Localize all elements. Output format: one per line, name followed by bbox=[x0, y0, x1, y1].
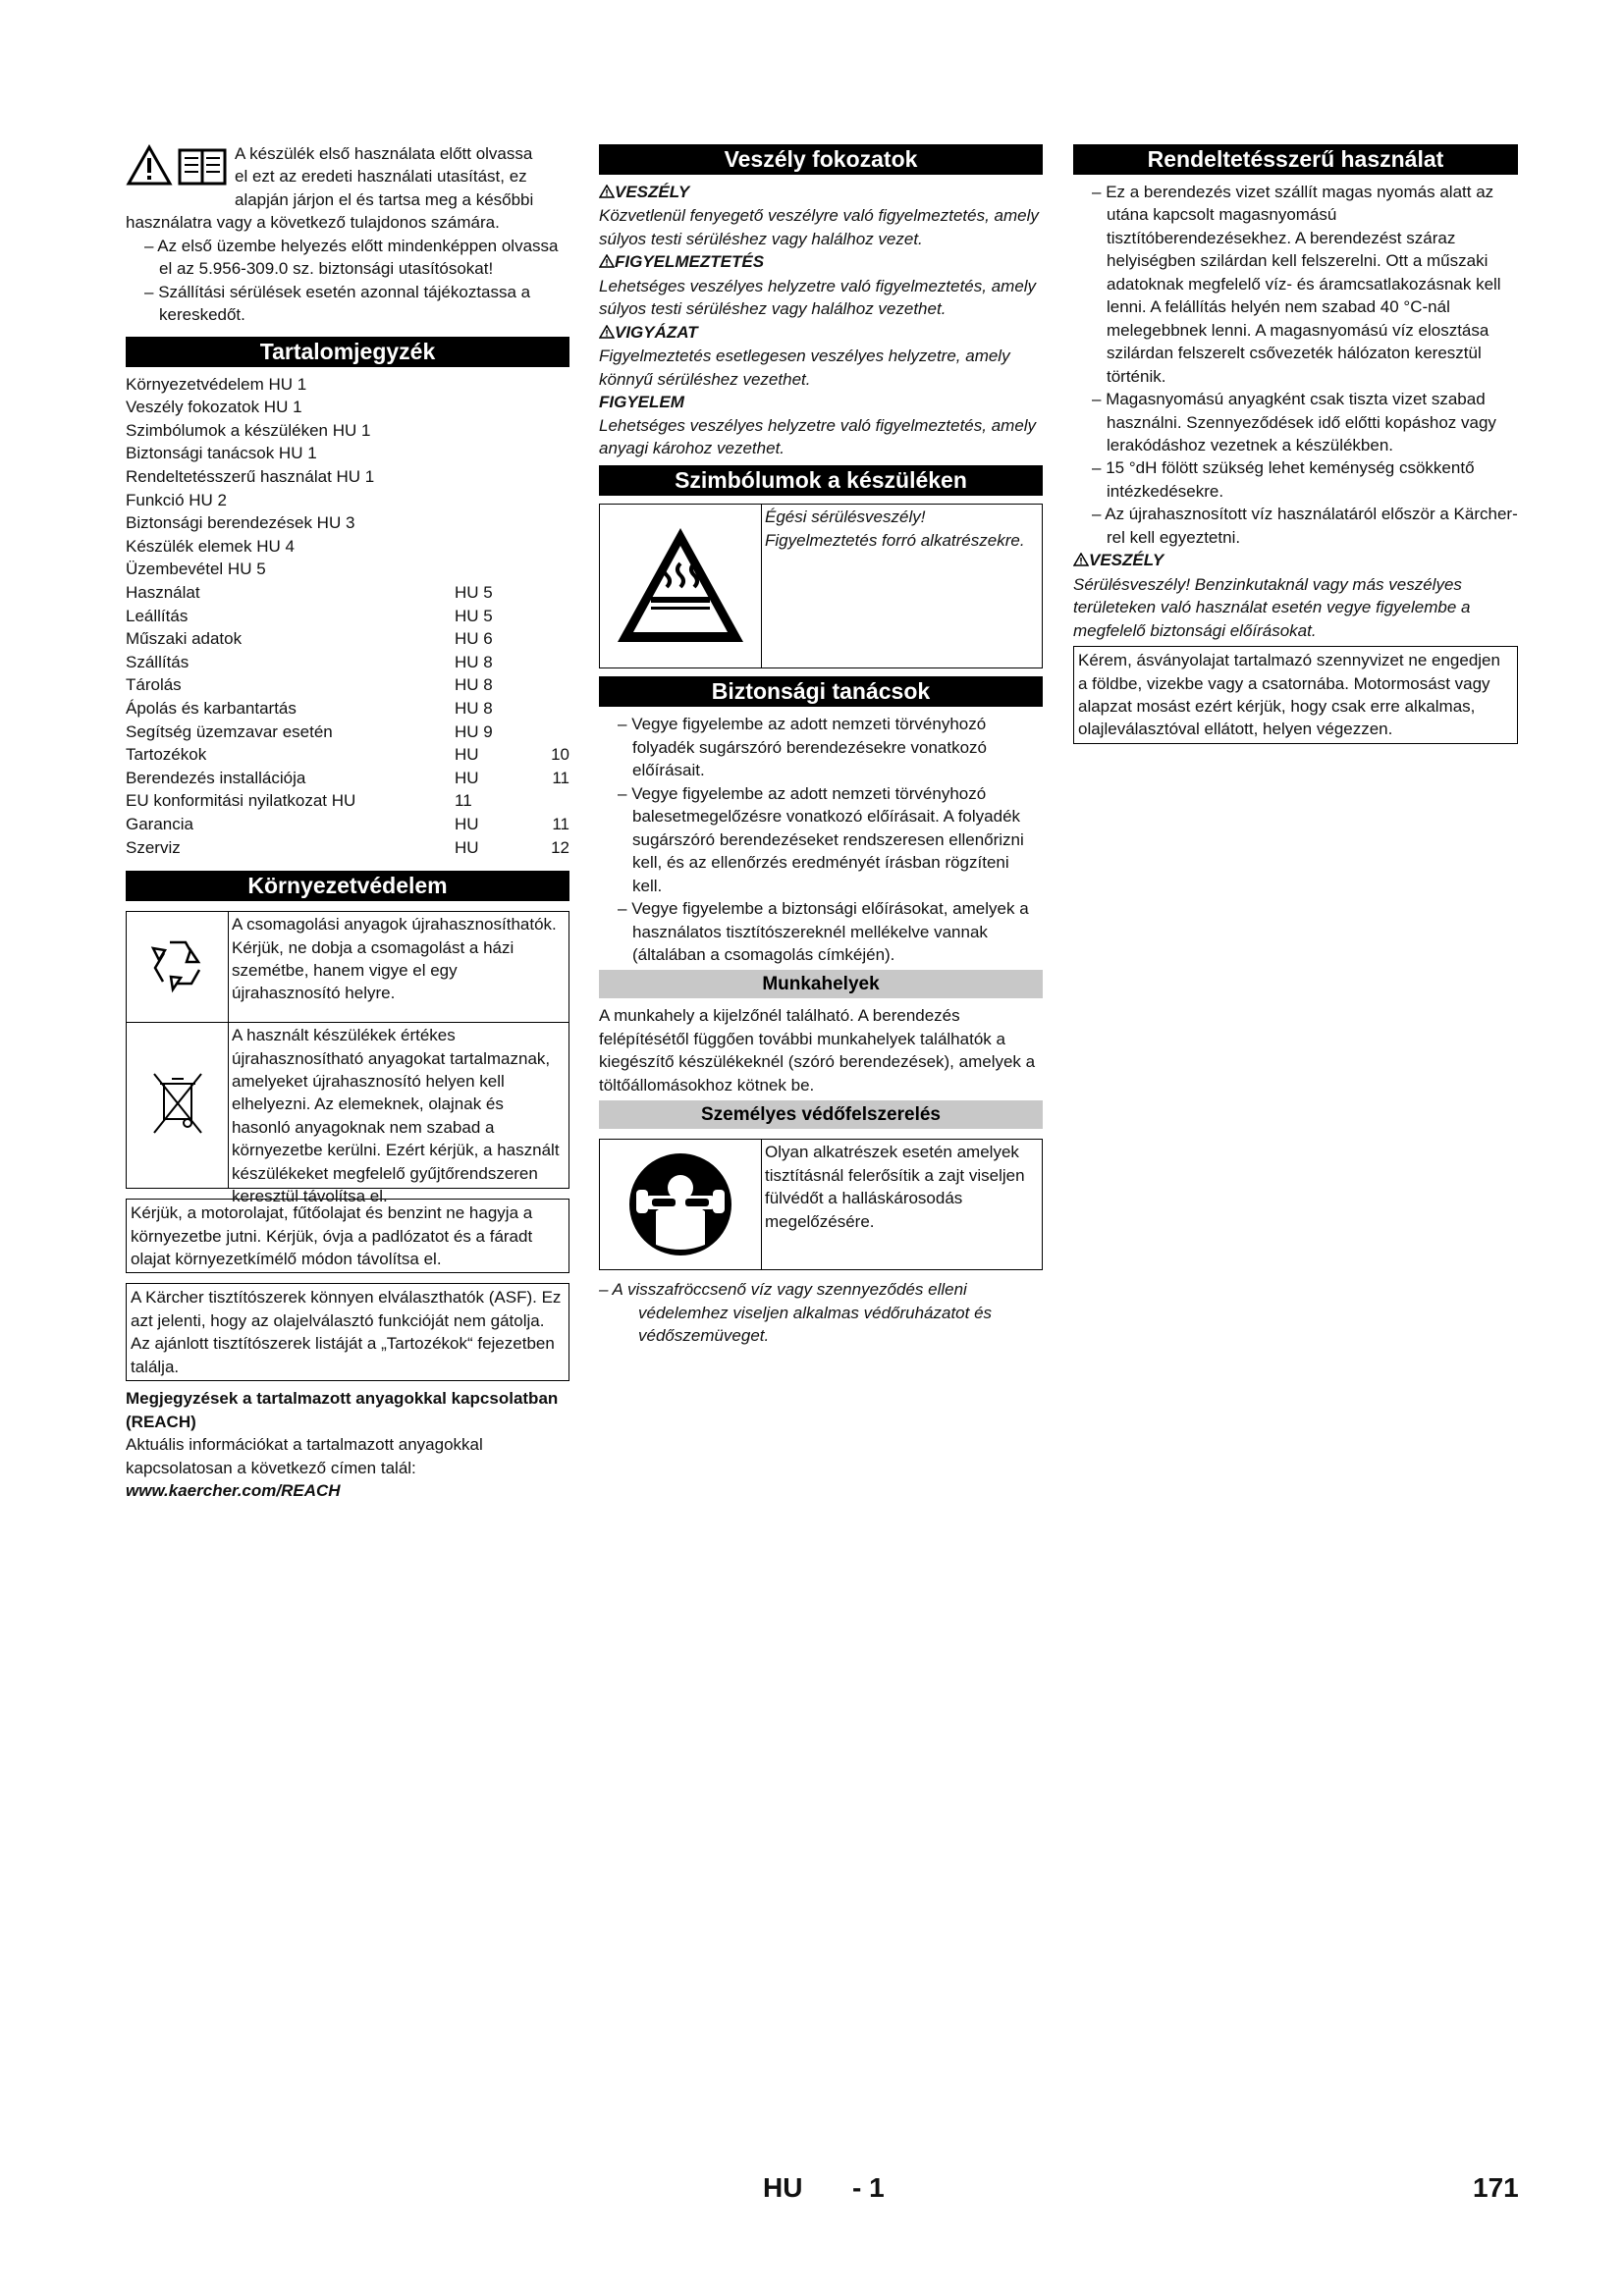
toc-item-name: Garancia bbox=[126, 814, 193, 833]
safety-bullet: – Vegye figyelembe az adott nemzeti törvényhozó folyadék sugárszóró berendezésekre vonatkozó előírásait. bbox=[599, 713, 1043, 781]
toc-item-name: Funkció HU 2 bbox=[126, 490, 227, 509]
toc-item[interactable] bbox=[126, 465, 569, 489]
toc-item-name: Tartozékok bbox=[126, 745, 207, 765]
toc-item-hu: 11 bbox=[455, 791, 472, 811]
intended-danger-text: Sérülésveszély! Benzinkutaknál vagy más veszélyes területeken való használat esetén vegye figyelembe a megfelelő biztonsági előírásokat. bbox=[1073, 574, 1471, 640]
toc-item-hu bbox=[455, 396, 528, 419]
toc-item[interactable] bbox=[126, 767, 569, 790]
warning-icon bbox=[599, 251, 615, 274]
footer-page-number: 171 bbox=[1473, 2172, 1519, 2203]
danger-level-label: VESZÉLY bbox=[599, 181, 1043, 204]
danger-levels bbox=[599, 181, 1043, 459]
toc-item-name: Biztonsági tanácsok HU 1 bbox=[126, 444, 317, 463]
toc-item[interactable] bbox=[126, 605, 569, 628]
intro-line-3: alapján járjon el és tartsa meg a későbbi bbox=[235, 189, 534, 209]
danger-level-label: FIGYELEM bbox=[599, 393, 684, 412]
toc-item-name: Segítség üzemzavar esetén bbox=[126, 721, 333, 741]
toc-item-name: Szerviz bbox=[126, 837, 181, 857]
safety-title: Biztonsági tanácsok bbox=[599, 676, 1043, 707]
warning-icon bbox=[599, 182, 615, 204]
recycle-row bbox=[126, 911, 569, 1023]
hot-surface-row bbox=[599, 504, 1043, 668]
toc-item-name: Szállítás bbox=[126, 652, 189, 671]
symbols-title: Szimbólumok a készüléken bbox=[599, 465, 1043, 496]
safety-bullet: – Vegye figyelembe az adott nemzeti törvényhozó balesetmegelőzésre vonatkozó előírásait. A folyadék sugárszóró berendezéseket rendszeresen ellenőrizni kell, és az ellenőrzés eredményét írásban rögzíteni kell. bbox=[599, 782, 1043, 897]
toc-item-page bbox=[528, 419, 569, 443]
toc-item-page bbox=[528, 581, 569, 605]
toc-item-name: Használat bbox=[126, 582, 200, 602]
toc-item-page bbox=[528, 651, 569, 674]
intro-line-2: el ezt az eredeti használati utasítást, ez bbox=[235, 167, 527, 187]
toc-item-hu: HU 8 bbox=[455, 675, 493, 695]
toc-item-hu bbox=[455, 373, 528, 397]
toc-item-hu: HU bbox=[455, 768, 479, 787]
toc-item[interactable] bbox=[126, 627, 569, 651]
toc-item-name: Rendeltetésszerű használat HU 1 bbox=[126, 467, 375, 486]
toc-item-hu: HU bbox=[455, 745, 479, 765]
danger-level-label: FIGYELMEZTETÉS bbox=[599, 250, 1043, 274]
toc-item-page bbox=[528, 605, 569, 628]
toc-item-hu bbox=[455, 558, 528, 581]
footer-page-rel: - 1 bbox=[852, 2172, 885, 2203]
intended-bullet: – Ez a berendezés vizet szállít magas nyomás alatt az utána kapcsolt magasnyomású tisztítóberendezésekhez. A berendezést száraz helyiségben szilárdan kell felszerelni. Ott a műszaki adatoknak megfelelő víz- és áramcsatlakozásnak kell lenni. A felállítás helyén nem szabad 40 °C-nál melegebbnek lenni. A magasnyomású víz elosztása szilárdan felszerelt csővezeték hálózaton keresztül történik. bbox=[1073, 181, 1518, 388]
toc-item-name: Ápolás és karbantartás bbox=[126, 698, 297, 718]
toc-item-page: 10 bbox=[551, 745, 569, 765]
column-left bbox=[126, 142, 569, 1503]
toc-item-page bbox=[528, 789, 569, 813]
toc-item-name: Készülék elemek HU 4 bbox=[126, 536, 295, 556]
toc-item-hu: HU 5 bbox=[455, 606, 493, 625]
toc-item-name: Berendezés installációja bbox=[126, 768, 306, 787]
toc-item-name: Üzembevétel HU 5 bbox=[126, 560, 266, 579]
toc-item-hu: HU 5 bbox=[455, 582, 493, 602]
intended-oil-note: Kérem, ásványolajat tartalmazó szennyvizet ne engedjen a földbe, vizekbe vagy a csatornába. Motormosást vagy alapzat mosást ezért kérjük, hogy csak erre alkalmas, olajleválasztóval ellátott, helyen végezzen. bbox=[1073, 646, 1518, 744]
column-middle bbox=[599, 142, 1043, 1348]
toc-item[interactable] bbox=[126, 511, 569, 535]
footer-lang: HU bbox=[763, 2172, 803, 2203]
warning-book-icons bbox=[126, 144, 230, 187]
toc-item-name: Tárolás bbox=[126, 675, 182, 695]
oil-note-box: Kérjük, a motorolajat, fűtőolajat és benzint ne hagyja a környezetbe jutni. Kérjük, óvja a padlózatot és a fáradt olajat környezetkímélő módon távolítsa el. bbox=[126, 1199, 569, 1273]
toc-item-page bbox=[528, 396, 569, 419]
toc-item-hu bbox=[455, 489, 528, 512]
intended-bullet: – Magasnyomású anyagként csak tiszta vizet szabad használni. Szennyeződések idő előtti kopáshoz vagy lerakódáshoz vezetnek a készülékben. bbox=[1073, 388, 1518, 456]
toc-item-name: Veszély fokozatok HU 1 bbox=[126, 398, 302, 417]
intended-danger-label: VESZÉLY bbox=[1073, 549, 1518, 572]
hot-surface-text: Égési sérülésveszély! Figyelmeztetés forró alkatrészekre. bbox=[765, 507, 1025, 550]
reach-title: Megjegyzések a tartalmazott anyagokkal kapcsolatban (REACH) bbox=[126, 1389, 559, 1431]
recycle-text: A csomagolási anyagok újrahasznosíthatók. Kérjük, ne dobja a csomagolást a házi szemétbe, hanem vigye el egy újrahasznosító helyre. bbox=[232, 915, 557, 1003]
toc-item-name: Leállítás bbox=[126, 606, 189, 625]
toc-item[interactable] bbox=[126, 789, 569, 813]
intended-title: Rendeltetésszerű használat bbox=[1073, 144, 1518, 175]
toc-item[interactable] bbox=[126, 558, 569, 581]
toc-item[interactable] bbox=[126, 489, 569, 512]
toc-item-page: 11 bbox=[552, 814, 569, 833]
recycle-icon bbox=[127, 912, 229, 1022]
ppe-title: Személyes védőfelszerelés bbox=[599, 1100, 1043, 1129]
toc-item-hu bbox=[455, 465, 528, 489]
toc-item-page: 11 bbox=[552, 768, 569, 787]
intended-bullet: – 15 °dH fölött szükség lehet keménység csökkentő intézkedésekre. bbox=[1073, 456, 1518, 503]
toc-item-name: Biztonsági berendezések HU 3 bbox=[126, 513, 355, 533]
crossed-bin-icon bbox=[127, 1023, 229, 1188]
toc-item[interactable] bbox=[126, 442, 569, 465]
danger-title: Veszély fokozatok bbox=[599, 144, 1043, 175]
toc-item[interactable] bbox=[126, 673, 569, 697]
danger-level-text: Közvetlenül fenyegető veszélyre való figyelmeztetés, amely súlyos testi sérüléshez vagy halálhoz vezet. bbox=[599, 206, 1039, 248]
intro-bullet: – Az első üzembe helyezés előtt mindenképpen olvassa el az 5.956-309.0 sz. biztonsági utasítósokat! bbox=[126, 235, 569, 281]
toc-item-page bbox=[528, 373, 569, 397]
weee-row bbox=[126, 1022, 569, 1206]
env-title: Környezetvédelem bbox=[126, 871, 569, 901]
ppe-icon bbox=[600, 1140, 762, 1269]
toc-item-name: Szimbólumok a készüléken HU 1 bbox=[126, 420, 371, 440]
ppe-note: – A visszafröccsenő víz vagy szennyeződés elleni védelemhez viseljen alkalmas védőruházatot és védőszemüveget. bbox=[599, 1278, 1043, 1347]
toc-item-page bbox=[528, 511, 569, 535]
weee-text: A használt készülékek értékes újrahasznosítható anyagokat tartalmaznak, amelyeket újrahasznosító helyen kell elhelyezni. Az elemeknek, olajnak és hasonló anyagoknak nem szabad a környezetbe kerülni. Ezért kérjük, a használt készülékeket megfelelő gyűjtőrendszeren keresztül távolítsa el. bbox=[232, 1026, 560, 1206]
danger-level-label: VIGYÁZAT bbox=[599, 321, 1043, 345]
reach-text: Aktuális információkat a tartalmazott anyagokkal kapcsolatosan a következő címen talál: bbox=[126, 1435, 483, 1477]
warning-icon bbox=[599, 322, 615, 345]
asf-note-box: A Kärcher tisztítószerek könnyen elválaszthatók (ASF). Ez azt jelenti, hogy az olajelválasztó funkcióját nem gátolja. Az ajánlott tisztítószerek listáját a „Tartozékok“ fejezetben találja. bbox=[126, 1283, 569, 1381]
toc-item[interactable] bbox=[126, 743, 569, 767]
workplace-text: A munkahely a kijelzőnél található. A berendezés felépítésétől függően további munkahelyek találhatók a kiegészítő készülékeknél (szóró berendezések), amelyek a töltőállomásokhoz kötnek be. bbox=[599, 1006, 1036, 1095]
danger-level-text: Figyelmeztetés esetlegesen veszélyes helyzetre, amely könnyű sérüléshez vezethet. bbox=[599, 347, 1010, 389]
toc-item-page: 12 bbox=[551, 837, 569, 857]
toc-item[interactable] bbox=[126, 697, 569, 721]
ppe-row bbox=[599, 1139, 1043, 1270]
warning-manual-icon bbox=[126, 144, 230, 187]
toc-item-page bbox=[528, 721, 569, 744]
toc-item-page bbox=[528, 627, 569, 651]
toc-item-name: EU konformitási nyilatkozat HU bbox=[126, 791, 356, 811]
toc-item-page bbox=[528, 465, 569, 489]
intended-bullet: – Az újrahasznosított víz használatáról először a Kärcher-rel kell egyeztetni. bbox=[1073, 503, 1518, 549]
toc-item-page bbox=[528, 442, 569, 465]
column-right bbox=[1073, 142, 1518, 750]
danger-level-text: Lehetséges veszélyes helyzetre való figyelmeztetés, amely súlyos testi sérüléshez vagy halálhoz vezethet. bbox=[599, 276, 1037, 319]
toc-item-hu: HU 9 bbox=[455, 721, 493, 741]
toc-item-name: Környezetvédelem HU 1 bbox=[126, 374, 307, 394]
toc-item-name: Műszaki adatok bbox=[126, 629, 243, 649]
toc-item[interactable] bbox=[126, 535, 569, 559]
toc-item-hu: HU 8 bbox=[455, 652, 493, 671]
intro-line-4: használatra vagy a következő tulajdonos számára. bbox=[126, 213, 500, 233]
reach-url[interactable]: www.kaercher.com/REACH bbox=[126, 1481, 341, 1501]
workplace-title: Munkahelyek bbox=[599, 970, 1043, 998]
intro-bullet: – Szállítási sérülések esetén azonnal tájékoztassa a kereskedőt. bbox=[126, 281, 569, 327]
toc-item[interactable] bbox=[126, 813, 569, 836]
danger-level-text: Lehetséges veszélyes helyzetre való figyelmeztetés, amely anyagi károhoz vezethet. bbox=[599, 415, 1037, 457]
toc-item-hu bbox=[455, 442, 528, 465]
toc-item-page bbox=[528, 673, 569, 697]
intro-block bbox=[126, 142, 569, 327]
safety-bullet: – Vegye figyelembe a biztonsági előírásokat, amelyek a használatos tisztítószereknél mellékelve vannak (általában a csomagolás címkéjén). bbox=[599, 897, 1043, 966]
ppe-text: Olyan alkatrészek esetén amelyek tisztításnál felerősítik a zajt viseljen fülvédőt a halláskárosodás megelőzésére. bbox=[765, 1143, 1025, 1231]
toc-item-page bbox=[528, 558, 569, 581]
toc-title: Tartalomjegyzék bbox=[126, 337, 569, 367]
toc-list bbox=[126, 373, 569, 859]
toc-item-hu: HU bbox=[455, 814, 479, 833]
toc-item-hu: HU 6 bbox=[455, 629, 493, 649]
intro-line-1: A készülék első használata előtt olvassa bbox=[235, 144, 533, 163]
toc-item[interactable] bbox=[126, 419, 569, 443]
toc-item-page bbox=[528, 489, 569, 512]
toc-item-page bbox=[528, 697, 569, 721]
toc-item[interactable] bbox=[126, 373, 569, 397]
toc-item-hu bbox=[455, 511, 528, 535]
toc-item[interactable] bbox=[126, 581, 569, 605]
hot-surface-icon bbox=[600, 505, 762, 667]
toc-item[interactable] bbox=[126, 396, 569, 419]
toc-item-hu bbox=[455, 419, 528, 443]
toc-item-hu: HU 8 bbox=[455, 698, 493, 718]
toc-item[interactable] bbox=[126, 651, 569, 674]
toc-item[interactable] bbox=[126, 721, 569, 744]
toc-item-page bbox=[528, 535, 569, 559]
toc-item[interactable] bbox=[126, 836, 569, 860]
warning-icon bbox=[1073, 550, 1089, 572]
toc-item-hu: HU bbox=[455, 837, 479, 857]
toc-item-hu bbox=[455, 535, 528, 559]
